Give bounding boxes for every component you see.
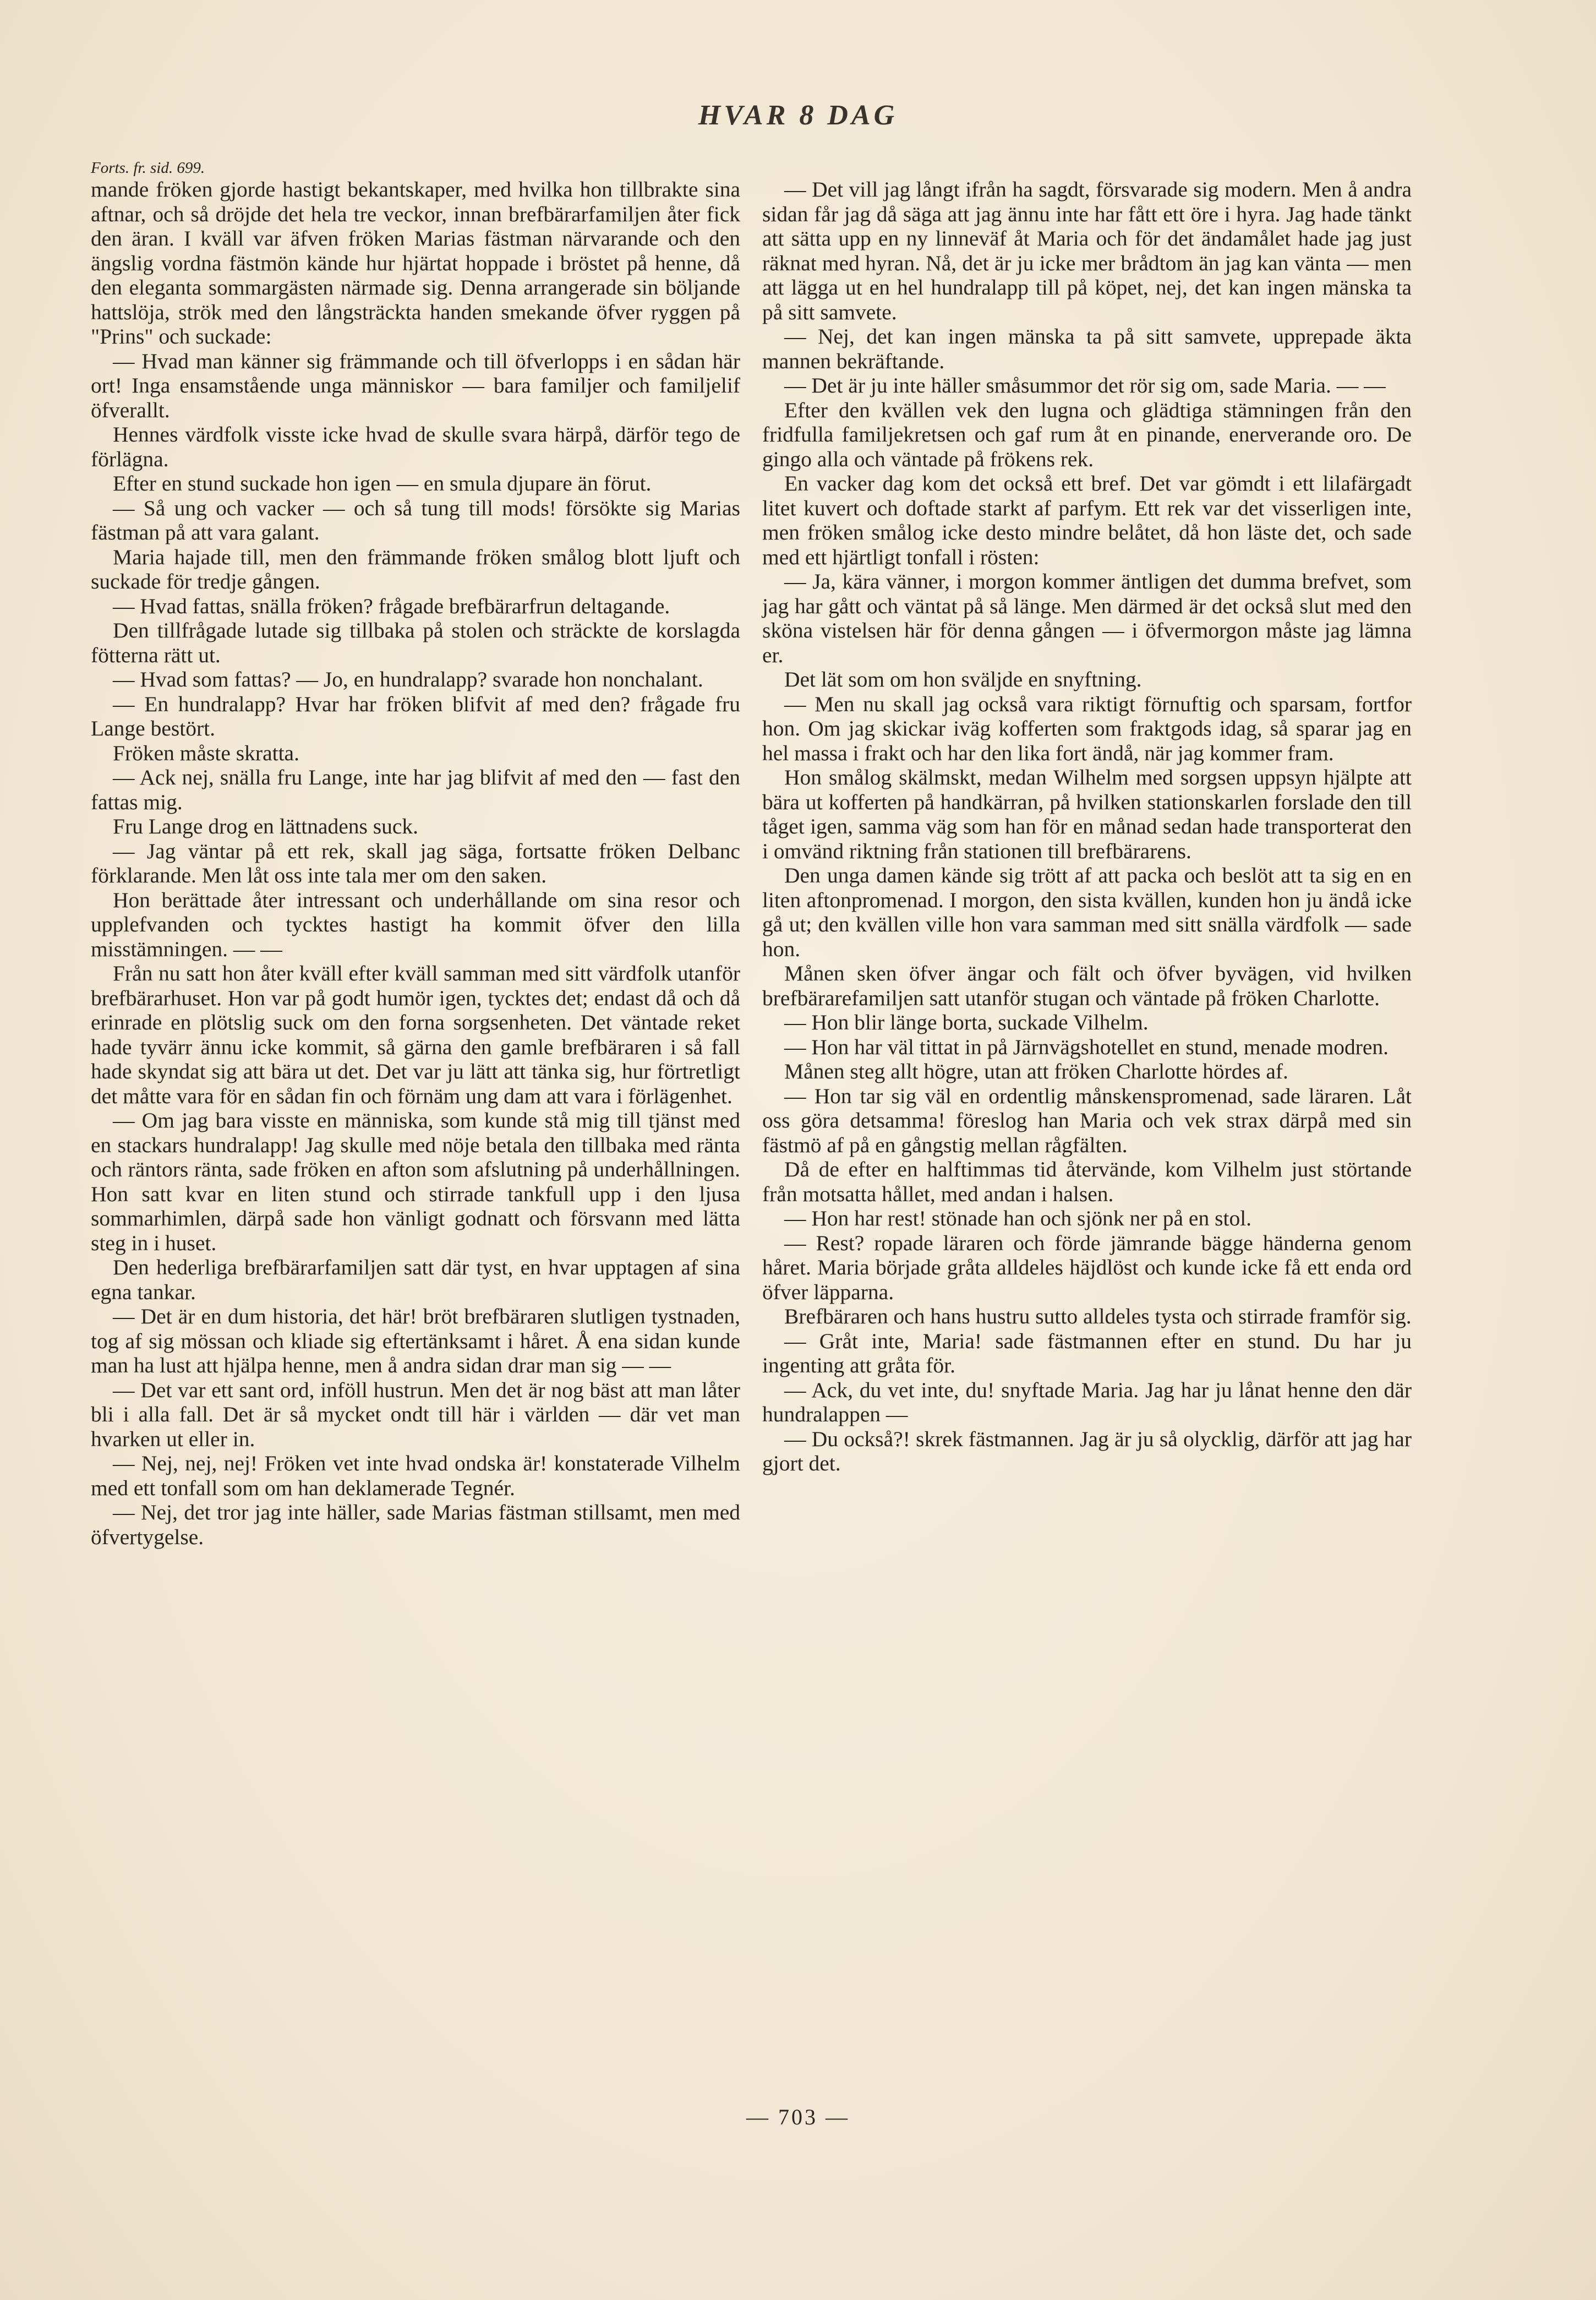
paragraph: — Hvad som fattas? — Jo, en hundralapp? svarade hon nonchalant. xyxy=(113,667,703,691)
paragraph: — Nej, det tror jag inte häller, sade Marias fästman stillsamt, men med öfvertygelse. xyxy=(91,1500,740,1549)
paragraph: — Det vill jag långt ifrån ha sagdt, försvarade sig modern. Men å andra sidan får jag då säga att jag ännu inte har fått ett öre i hyra. Jag hade tänkt att sätta upp en ny linneväf åt Maria och för det ändamålet hade jag just räknat med hyran. Nå, det är ju icke mer brådtom än jag kan vänta — men att lägga ut en hel hundralapp till på köpet, nej, det kan ingen mänska ta på sitt samvete. xyxy=(762,177,1412,324)
paragraph: Månen steg allt högre, utan att fröken Charlotte hördes af. xyxy=(784,1059,1288,1083)
paragraph: — Nej, nej, nej! Fröken vet inte hvad ondska är! konstaterade Vilhelm med ett tonfall som om han deklamerade Tegnér. xyxy=(91,1451,740,1500)
paragraph: — Hon tar sig väl en ordentlig månskenspromenad, sade läraren. Låt oss göra detsamma! föreslog han Maria och vek strax därpå med sin fästmö af på en gångstig mellan rågfälten. xyxy=(762,1083,1412,1157)
paragraph: Den unga damen kände sig trött af att packa och beslöt att ta sig en en liten aftonpromenad. I morgon, den sista kvällen, kunden hon ju ändå icke gå ut; den kvällen ville hon vara samman med sitt snälla värdfolk — sade hon. xyxy=(762,863,1412,961)
page-number: — 703 — xyxy=(746,2105,850,2129)
paragraph: Den hederliga brefbärarfamiljen satt där tyst, en hvar upptagen af sina egna tankar. xyxy=(91,1255,740,1304)
paragraph: Efter en stund suckade hon igen — en smula djupare än förut. xyxy=(113,471,652,495)
paragraph: — Ack nej, snälla fru Lange, inte har jag blifvit af med den — fast den fattas mig. xyxy=(91,765,740,814)
paragraph: — Jag väntar på ett rek, skall jag säga, fortsatte fröken Delbanc förklarande. Men låt oss inte tala mer om den saken. xyxy=(91,838,740,887)
paragraph: Brefbäraren och hans hustru sutto alldeles tysta och stirrade framför sig. xyxy=(784,1304,1412,1328)
running-header: HVAR 8 DAG xyxy=(698,100,898,131)
paragraph: Maria hajade till, men den främmande fröken smålog blott ljuft och suckade för tredje gången. xyxy=(91,544,740,593)
paragraph: — Så ung och vacker — och så tung till mods! försökte sig Marias fästman på att vara galant. xyxy=(91,495,740,544)
paragraph: Den tillfrågade lutade sig tillbaka på stolen och sträckte de korslagda fötterna rätt ut. xyxy=(91,618,740,667)
paragraph: — En hundralapp? Hvar har fröken blifvit af med den? frågade fru Lange bestört. xyxy=(91,691,740,740)
paragraph: Det lät som om hon sväljde en snyftning. xyxy=(784,667,1142,691)
paragraph: Fröken måste skratta. xyxy=(113,740,299,765)
paragraph: Från nu satt hon åter kväll efter kväll samman med sitt värdfolk utanför brefbärarhuset. Hon var på godt humör igen, tycktes det; endast då och då erinrade en plötslig suck om den forna sorgsenheten. Det väntade reket hade tyvärr ännu icke kommit, så gärna den gamle brefbäraren i så fall hade skyndat sig att bära ut det. Det var ju lätt att tänka sig, hur förtretligt det måtte vara för en sådan fin och förnäm ung dam att vara i förlägenhet. xyxy=(91,961,740,1108)
paragraph: — Gråt inte, Maria! sade fästmannen efter en stund. Du har ju ingenting att gråta för. xyxy=(762,1328,1412,1377)
paragraph: — Hon blir länge borta, suckade Vilhelm. xyxy=(784,1010,1149,1034)
paragraph: — Ja, kära vänner, i morgon kommer äntligen det dumma brefvet, som jag har gått och väntat på så länge. Men därmed är det också slut med den sköna vistelsen här för denna gången — i öfvermorgon måste jag lämna er. xyxy=(762,569,1412,667)
paragraph: — Det är en dum historia, det här! bröt brefbäraren slutligen tystnaden, tog af sig mössan och kliade sig eftertänksamt i håret. Å ena sidan kunde man ha lust att hjälpa henne, men å andra sidan drar man sig — — xyxy=(91,1304,740,1377)
right-column xyxy=(762,177,1412,1476)
paragraph: Hon berättade åter intressant och underhållande om sina resor och upplefvanden och tycktes hastigt ha kommit öfver den lilla misstämningen. — — xyxy=(91,887,740,961)
paragraph: — Det var ett sant ord, inföll hustrun. Men det är nog bäst att man låter bli i alla fall. Det är så mycket ondt till här i världen — där vet man hvarken ut eller in. xyxy=(91,1377,740,1451)
paragraph: — Du också?! skrek fästmannen. Jag är ju så olycklig, därför att jag har gjort det. xyxy=(762,1426,1412,1475)
paragraph: — Hvad man känner sig främmande och till öfverlopps i en sådan här ort! Inga ensamstående unga människor — bara familjer och familjelif öfverallt. xyxy=(91,348,740,422)
paragraph: — Men nu skall jag också vara riktigt förnuftig och sparsam, fortfor hon. Om jag skickar iväg kofferten som fraktgods idag, så sparar jag en hel massa i frakt och har den lika fort ändå, när jag kommer fram. xyxy=(762,691,1412,765)
paragraph: Hon smålog skälmskt, medan Wilhelm med sorgsen uppsyn hjälpte att bära ut kofferten på handkärran, på hvilken stationskarlen forslade den till tåget igen, samma väg som han för en månad sedan hade transporterat den i omvänd riktning från stationen till brefbärarens. xyxy=(762,765,1412,863)
paragraph: En vacker dag kom det också ett bref. Det var gömdt i ett lilafärgadt litet kuvert och doftade starkt af parfym. Ett rek var det visserligen inte, men fröken smålog icke desto mindre belåtet, då hon läste det, och sade med ett hjärtligt tonfall i rösten: xyxy=(762,471,1412,569)
paragraph: — Rest? ropade läraren och förde jämrande bägge händerna genom håret. Maria började gråta alldeles häjdlöst och kunde icke få ett enda ord öfver läpparna. xyxy=(762,1230,1412,1304)
paragraph: Fru Lange drog en lättnadens suck. xyxy=(113,814,419,838)
paragraph: — Hon har väl tittat in på Järnvägshotellet en stund, menade modren. xyxy=(784,1034,1389,1059)
continuation-note: Forts. fr. sid. 699. xyxy=(91,159,205,177)
paragraph: — Nej, det kan ingen mänska ta på sitt samvete, upprepade äkta mannen bekräftande. xyxy=(762,324,1412,373)
paragraph: — Hvad fattas, snälla fröken? frågade brefbärarfrun deltagande. xyxy=(113,593,670,618)
paragraph: — Om jag bara visste en människa, som kunde stå mig till tjänst med en stackars hundralapp! Jag skulle med nöje betala den tillbaka med ränta och räntors ränta, sade fröken en afton som afslutning på underhållningen. Hon satt kvar en liten stund och stirrade tankfull upp i den ljusa sommarhimlen, därpå sade hon vänligt godnatt och försvann med lätta steg in i huset. xyxy=(91,1108,740,1255)
paragraph: — Det är ju inte häller småsummor det rör sig om, sade Maria. — — xyxy=(784,373,1386,397)
paragraph: Efter den kvällen vek den lugna och glädtiga stämningen från den fridfulla familjekretsen och gaf rum åt en pinande, enerverande oro. De gingo alla och väntade på frökens rek. xyxy=(762,397,1412,471)
paragraph: Då de efter en halftimmas tid återvände, kom Vilhelm just störtande från motsatta hållet, med andan i halsen. xyxy=(762,1157,1412,1206)
paragraph: Månen sken öfver ängar och fält och öfver byvägen, vid hvilken brefbärarefamiljen satt utanför stugan och väntade på fröken Charlotte. xyxy=(762,961,1412,1010)
paragraph: Hennes värdfolk visste icke hvad de skulle svara härpå, därför tego de förlägna. xyxy=(91,422,740,471)
paragraph: — Ack, du vet inte, du! snyftade Maria. Jag har ju lånat henne den där hundralappen — xyxy=(762,1377,1412,1426)
paragraph: mande fröken gjorde hastigt bekantskaper, med hvilka hon tillbrakte sina aftnar, och så dröjde det hela tre veckor, innan brefbärarfamiljen åter fick den äran. I kväll var äfven fröken Marias fästman närvarande och den ängslig vordna fästmön kände hur hjärtat hoppade i bröstet på henne, då den eleganta sommargästen närmade sig. Denna arrangerade sin böljande hattslöja, strök med den långsträckta handen smekande öfver ryggen på "Prins" och suckade: xyxy=(91,177,740,348)
paragraph: — Hon har rest! stönade han och sjönk ner på en stol. xyxy=(784,1206,1252,1230)
left-column xyxy=(91,159,740,1549)
